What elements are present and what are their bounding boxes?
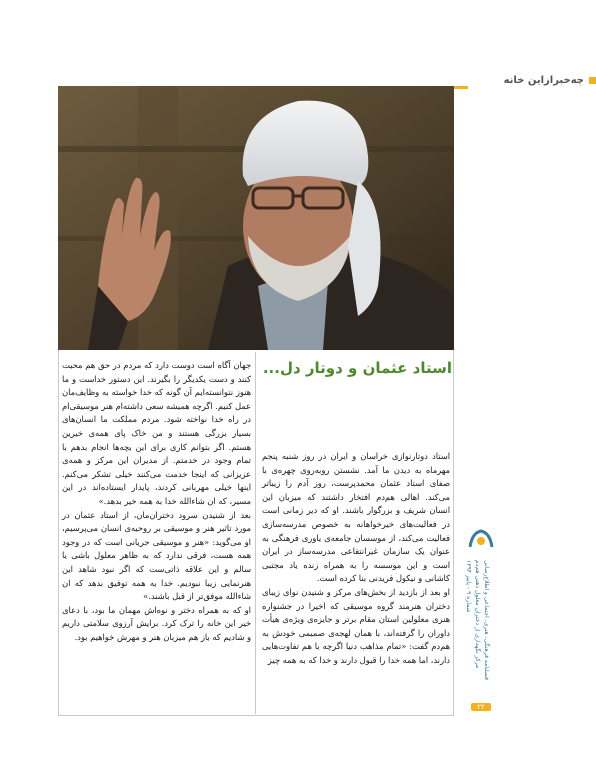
section-square-icon (589, 77, 596, 84)
page-number: ۲۲ (471, 703, 491, 711)
portrait-photo (58, 86, 454, 350)
article-column-right (262, 450, 450, 668)
paragraph: بعد از شنیدن سرود دختران‌مان، از استاد عثمان در مورد تاثیر هنر و موسیقی بر روحیه‌ی انسان می‌پرسیم، او می‌گوید: «هنر و موسیقی جریانی است که در وجود همه هست، فرقی ندارد که به ظاهر معلول باشی یا سالم و این علاقه ذاتی‌ست که اگر نبود شاهد این هنرنمایی زیبا نبودیم. خدا به همه توفیق بدهد که ان شاءالله موفق‌تر از قبل باشند.» (62, 509, 251, 602)
sidebar-line: فصلنامه فرهنگی، هنری، اجتماعی و اطلاع‌رسانی (483, 560, 490, 680)
article-headline: استاد عثمان و دوتار دل... (262, 359, 452, 377)
paragraph: او که به همراه دختر و نوه‌اش مهمان ما بود، با دعای خیر این خانه را ترک کرد. برایش آرزوی سلامتی داریم و شادیم که باز هم میزبان هنر و مهرش خواهیم بود. (62, 604, 251, 642)
sidebar-masthead (465, 560, 491, 720)
sidebar-line: مرکز نگهداری از دختران معلول ذهنی هم‌دم (474, 560, 481, 669)
paragraph: استاد دوتارنوازی خراسان و ایران در روز شنبه پنجم مهرماه به دیدن ما آمد. نشستن روبه‌روی چهره‌ی با صفای استاد عثمان محمدپرست، روز آدم را زیباتر می‌کند. اهالی هم‌دم افتخار داشتند که میزبان این انسان شریف و بزرگوار باشند. او که دیر زمانی است در فعالیت‌های خیرخواهانه به خصوص مدرسه‌سازی فعالیت می‌کند، از موسسان جامعه‌ی یاوری فرهنگی به عنوان یک سازمان غیرانتفاعی مدرسه‌ساز در ایران است و این موسسه را به همراه زنده یاد مجتبی کاشانی و نیکول فریدنی بنا کرده است. (262, 451, 450, 584)
sidebar-line: شماره ۹ - پاییز ۱۳۹۴ (465, 560, 472, 613)
magazine-logo-icon (466, 525, 496, 555)
section-title: چه‌خبرازاین خانه (503, 74, 584, 86)
section-header (470, 66, 596, 94)
paragraph: جهان آگاه است دوست دارد که مردم در حق هم محبت کنند و دست یکدیگر را بگیرند. این دستور خداست و ما هنوز نتوانسته‌ایم آن گونه که خدا خواسته به وظایف‌مان عمل کنیم. اگرچه همیشه سعی داشته‌ام هنر موسیقی‌ام در راه خدا نواخته شود. مردم مملکت ما انسان‌های بسیار بزرگی هستند و من خاک پای همه‌ی خیرین هستم. اگر بتوانم کاری برای این بچه‌ها انجام بدهم با تمام وجود در خدمتم. از مدیران این مرکز و همه‌ی عزیزانی که اینجا خدمت می‌کنند خیلی تشکر می‌کنم. اینها خیلی مهربانی کردند، پایدار ایستاده‌اند در این مسیر، که ان شاءالله خدا به همه خیر بدهد.» (62, 360, 251, 506)
article-column-left (62, 359, 251, 644)
column-divider (255, 352, 256, 714)
paragraph: او بعد از بازدید از بخش‌های مرکز و شنیدن نوای زیبای دختران هنرمند گروه موسیقی که اخیرا در جشنواره هنری معلولین استان مقام برتر و جایزه‌ی ویژه‌ی هیأت داوران را گرفته‌اند، با همان لهجه‌ی صمیمی خودش به هم‌دم گفت: «تمام مذاهب دنیا اگرچه با هم تفاوت‌هایی دارند، اما همه خدا را قبول دارند و خدا که به همه چیز (262, 586, 450, 665)
